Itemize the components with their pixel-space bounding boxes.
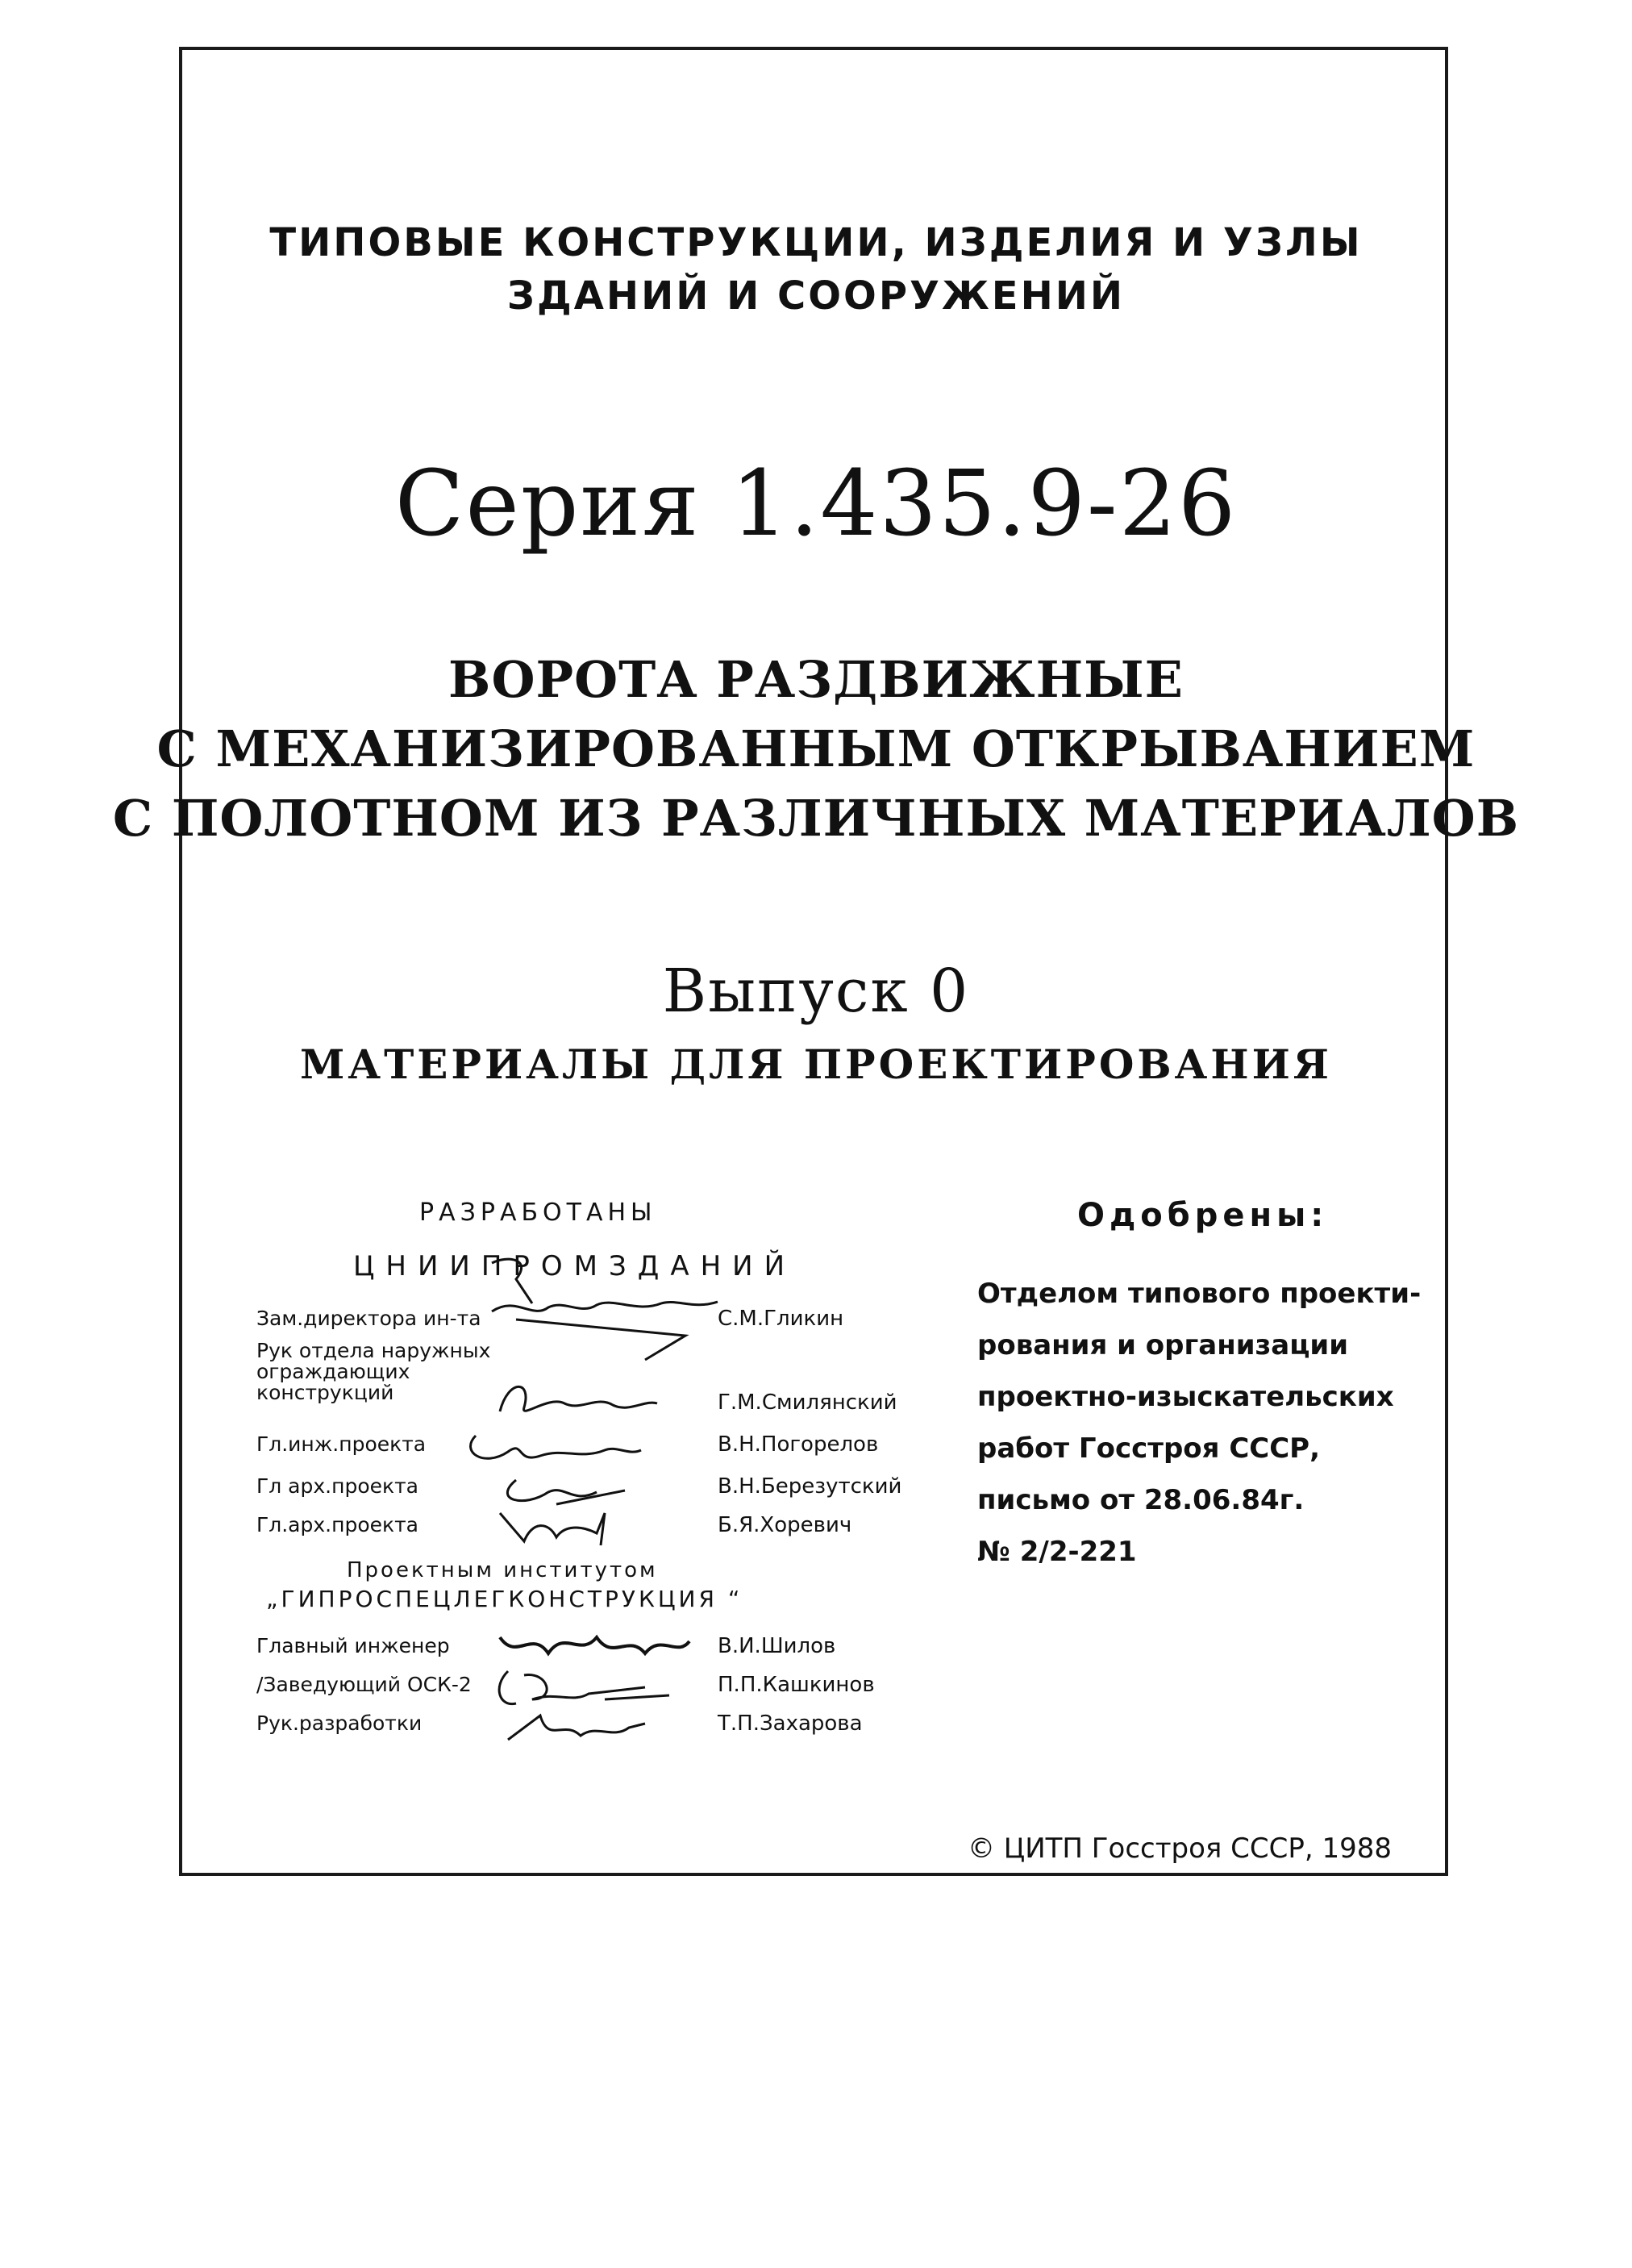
role-2: Рук отдела наружных ограждающих конструкций bbox=[256, 1339, 491, 1404]
role-1: Зам.директора ин-та bbox=[256, 1307, 481, 1330]
name-7: П.П.Кашкинов bbox=[718, 1673, 875, 1697]
signature-8 bbox=[492, 1703, 653, 1752]
developer-org-1: ЦНИИПРОМЗДАНИЙ bbox=[353, 1250, 797, 1282]
signature-5 bbox=[476, 1497, 621, 1553]
name-5: Б.Я.Хоревич bbox=[718, 1513, 852, 1537]
role-5: Гл.арх.проекта bbox=[256, 1513, 418, 1536]
document-title-line-3: С ПОЛОТНОМ ИЗ РАЗЛИЧНЫХ МАТЕРИАЛОВ bbox=[112, 789, 1520, 848]
name-8: Т.П.Захарова bbox=[718, 1711, 863, 1736]
collection-title bbox=[0, 216, 1632, 323]
approved-text: Отделом типового проекти- рования и организации проектно-изыскательских работ Госстроя СССР, письмо от 28.06.84г. № 2/2-221 bbox=[977, 1278, 1422, 1568]
document-title-line-2: С МЕХАНИЗИРОВАННЫМ ОТКРЫВАНИЕМ bbox=[156, 719, 1476, 778]
role-7: /Заведующий ОСК-2 bbox=[256, 1673, 472, 1696]
document-title-line-1: ВОРОТА РАЗДВИЖНЫЕ bbox=[448, 650, 1184, 709]
name-6: В.И.Шилов bbox=[718, 1634, 836, 1658]
role-3: Гл.инж.проекта bbox=[256, 1432, 427, 1456]
signature-6 bbox=[492, 1621, 693, 1670]
developer-org-2-prefix: Проектным институтом bbox=[347, 1558, 658, 1582]
issue-number: Выпуск 0 bbox=[662, 957, 970, 1026]
role-6: Главный инженер bbox=[256, 1634, 450, 1657]
collection-title-line-2: ЗДАНИЙ И СООРУЖЕНИЙ bbox=[506, 273, 1126, 319]
name-3: В.Н.Погорелов bbox=[718, 1432, 879, 1457]
copyright: © ЦИТП Госстроя СССР, 1988 bbox=[968, 1832, 1393, 1865]
collection-title-line-1: ТИПОВЫЕ КОНСТРУКЦИИ, ИЗДЕЛИЯ И УЗЛЫ bbox=[269, 220, 1363, 265]
developer-org-2: „ГИПРОСПЕЦЛЕГКОНСТРУКЦИЯ “ bbox=[266, 1586, 743, 1612]
name-1: С.М.Гликин bbox=[718, 1307, 844, 1331]
name-2: Г.М.Смилянский bbox=[718, 1390, 897, 1415]
approved-title: Одобрены: bbox=[1077, 1197, 1329, 1234]
role-4: Гл арх.проекта bbox=[256, 1474, 418, 1498]
name-4: В.Н.Березутский bbox=[718, 1474, 902, 1499]
signature-mark bbox=[484, 1255, 548, 1311]
series-number: Серия 1.435.9-26 bbox=[394, 452, 1238, 557]
role-8: Рук.разработки bbox=[256, 1711, 423, 1735]
document-title bbox=[0, 645, 1632, 853]
issue-subtitle: МАТЕРИАЛЫ ДЛЯ ПРОЕКТИРОВАНИЯ bbox=[300, 1040, 1332, 1088]
developed-label: РАЗРАБОТАНЫ bbox=[419, 1199, 657, 1227]
